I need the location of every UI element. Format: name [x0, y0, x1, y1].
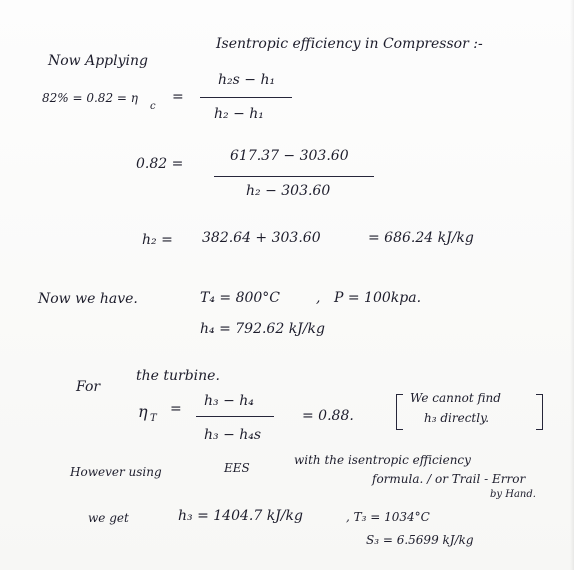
fraction-bar: [200, 97, 292, 98]
eta-t-subscript: T: [150, 413, 157, 424]
h2-result: = 686.24 kJ/kg: [368, 230, 474, 246]
equals-sign: =: [170, 401, 182, 417]
note-bracket-right: [536, 394, 543, 430]
numeric-denominator: h₂ − 303.60: [246, 183, 331, 199]
numeric-lhs: 0.82 =: [136, 156, 184, 172]
now-applying-text: Now Applying: [48, 53, 148, 69]
turbine-denominator: h₃ − h₄s: [204, 427, 262, 443]
the-turbine-text: the turbine.: [136, 368, 220, 384]
page-edge-shadow: [570, 0, 574, 570]
formula-trial-error-text: formula. / or Trail - Error: [372, 472, 526, 486]
h3-value: h₃ = 1404.7 kJ/kg: [178, 508, 303, 524]
fraction-bar: [196, 416, 274, 417]
now-we-have-text: Now we have.: [38, 291, 138, 307]
efficiency-numerator: h₂s − h₁: [218, 72, 276, 88]
note-line-1: We cannot find: [410, 391, 501, 405]
we-get-text: we get: [88, 511, 129, 525]
eta-t-symbol: η: [138, 402, 148, 421]
pressure-value: P = 100kpa.: [334, 290, 422, 306]
turbine-numerator: h₃ − h₄: [204, 393, 254, 409]
h4-value: h₄ = 792.62 kJ/kg: [200, 321, 325, 337]
with-the-isentropic-text: with the isentropic efficiency: [294, 453, 471, 467]
ees-label: EES: [224, 461, 250, 475]
efficiency-lhs: 82% = 0.82 = η: [42, 91, 138, 105]
for-text: For: [76, 379, 101, 395]
numeric-numerator: 617.37 − 303.60: [230, 148, 349, 164]
h2-expression: 382.64 + 303.60: [202, 230, 321, 246]
efficiency-denominator: h₂ − h₁: [214, 106, 264, 122]
equals-sign: =: [172, 89, 184, 105]
t3-value: , T₃ = 1034°C: [346, 510, 430, 524]
t4-value: T₄ = 800°C: [200, 290, 281, 306]
h2-lhs: h₂ =: [142, 232, 173, 248]
note-line-2: h₃ directly.: [424, 411, 490, 425]
turbine-efficiency-value: = 0.88.: [302, 408, 354, 424]
note-bracket-left: [396, 394, 403, 430]
efficiency-subscript: c: [150, 101, 156, 112]
s3-value: S₃ = 6.5699 kJ/kg: [366, 533, 474, 547]
fraction-bar: [214, 176, 374, 177]
however-using-text: However using: [70, 465, 162, 479]
isentropic-efficiency-heading: Isentropic efficiency in Compressor :-: [216, 36, 483, 52]
by-hand-text: by Hand.: [490, 489, 536, 500]
comma-separator: ,: [316, 290, 321, 306]
